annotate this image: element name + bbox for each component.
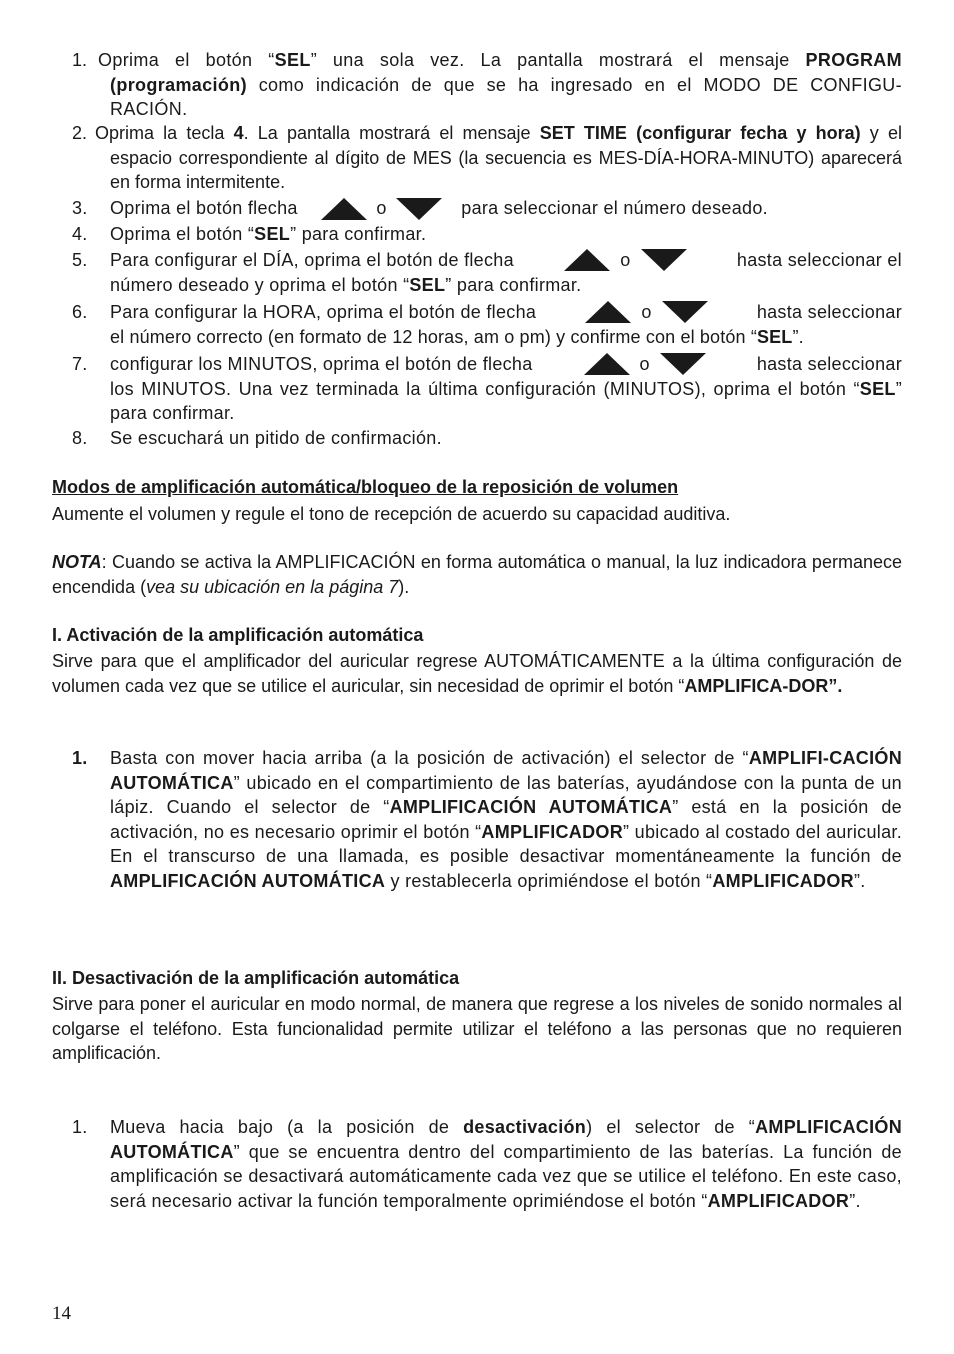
bold-run: SET TIME (configurar fecha y hora)	[539, 123, 861, 143]
bold-run: 4	[233, 123, 244, 143]
bold-run: AMPLIFI-CACIÓN AUTOMÁTICA	[110, 748, 902, 793]
text-run: Oprima el botón “	[98, 50, 275, 70]
text-run: o	[641, 302, 652, 322]
step-number: 1.	[72, 748, 88, 768]
bold-run: AMPLIFICACIÓN AUTOMÁTICA	[110, 870, 386, 891]
text-run: los MINUTOS. Una vez terminada la última configuración (MINUTOS), oprima el botón “	[110, 378, 860, 399]
arrow-up-icon	[584, 353, 630, 375]
bold-run: AMPLIFICADOR	[707, 1190, 850, 1211]
step-text	[110, 1115, 902, 1213]
step-text	[98, 48, 902, 122]
step-number: 5.	[72, 250, 88, 270]
text-run: Para configurar la HORA, oprima el botón de flecha	[110, 302, 537, 322]
text-run: hasta seleccionar	[756, 354, 902, 374]
bold-run: AMPLIFICA-DOR”.	[684, 675, 843, 696]
section-body: Sirve para poner el auricular en modo normal, de manera que regrese a los niveles de sonido normales al colgarse el teléfono. Esta funcionalidad permite utilizar el teléfono a las personas que no requieren amplificación.	[52, 994, 902, 1063]
bold-run: SEL	[254, 224, 291, 244]
step-text	[95, 121, 902, 195]
text-run: ” para confirmar.	[110, 378, 902, 423]
text-run: y el espacio correspondiente al dígito de MES (la secuencia es MES-DÍA-HORA-MINUTO) aparecerá en forma intermitente.	[110, 123, 902, 192]
text-run: número deseado y oprima el botón “	[110, 274, 410, 295]
text-run: hasta seleccionar el	[736, 250, 902, 270]
arrow-up-icon	[321, 198, 367, 220]
text-run: como indicación de que se ha ingresado en el MODO DE CONFIGU-RACIÓN.	[110, 74, 902, 119]
arrow-up-icon	[564, 249, 610, 271]
text-run: ) el selector de “	[586, 1117, 756, 1137]
section-heading: II. Desactivación de la amplificación automática	[52, 968, 460, 988]
step-number: 1.	[72, 50, 88, 70]
step-number: 7.	[72, 354, 88, 374]
text-run: o	[639, 354, 650, 374]
step-number: 1.	[72, 1117, 88, 1137]
text-run: Oprima el botón “	[110, 224, 255, 244]
section-body: Aumente el volumen y regule el tono de recepción de acuerdo su capacidad auditiva.	[52, 504, 731, 524]
text-run: ” ubicado al costado del auricular. En el transcurso de una llamada, es posible desactivar momentáneamente la función de	[110, 821, 902, 866]
text-run: ” ubicado en el compartimiento de las baterías, ayudándose con la punta de un lápiz. Cuando el selector de “	[110, 772, 902, 817]
text-run: el número correcto (en formato de 12 horas, am o pm) y confirme con el botón “	[110, 326, 757, 347]
text-run: Mueva hacia bajo (a la posición de	[110, 1117, 464, 1137]
text-run: configurar los MINUTOS, oprima el botón de flecha	[110, 354, 533, 374]
step-text	[110, 196, 902, 221]
text-run: ” para confirmar.	[445, 274, 582, 295]
note-label: NOTA	[52, 552, 102, 572]
section-body	[52, 649, 902, 698]
bold-run: desactivación	[463, 1117, 587, 1137]
text-run: o	[376, 198, 387, 218]
arrow-down-icon	[660, 353, 706, 375]
italic-run: vea su ubicación en la página 7	[146, 576, 399, 597]
text-run: Para configurar el DÍA, oprima el botón de flecha	[110, 250, 514, 270]
text-run: y restablecerla oprimiéndose el botón “	[385, 870, 713, 891]
bold-run: AMPLIFICADOR	[712, 870, 854, 891]
step-text	[110, 746, 902, 893]
bold-run: SEL	[859, 378, 896, 399]
bold-run: SEL	[274, 50, 311, 70]
arrow-down-icon	[662, 301, 708, 323]
text-run: ”.	[792, 326, 804, 347]
step-number: 2.	[72, 123, 88, 143]
bold-run: SEL	[409, 274, 446, 295]
arrow-down-icon	[641, 249, 687, 271]
arrow-down-icon	[396, 198, 442, 220]
step-text	[110, 352, 902, 426]
page-number: 14	[52, 1303, 71, 1324]
section-heading: Modos de amplificación automática/bloqueo de la reposición de volumen	[52, 477, 679, 497]
text-run: ”.	[853, 870, 866, 891]
text-run: ” que se encuentra dentro del compartimiento de las baterías. La función de amplificación se desactivará automáticamente cada vez que se utilice el teléfono. En este caso, será necesario activar la función temporalmente oprimiéndose el botón “	[110, 1141, 902, 1211]
note-paragraph	[52, 550, 902, 599]
bold-run: AMPLIFICADOR	[481, 821, 624, 842]
text-run: ).	[398, 576, 410, 597]
text-run: . La pantalla mostrará el mensaje	[243, 123, 540, 143]
step-number: 3.	[72, 198, 88, 218]
bold-run: PROGRAM (programación)	[110, 50, 902, 95]
arrow-up-icon	[585, 301, 631, 323]
step-text	[110, 300, 902, 349]
text-run: Basta con mover hacia arriba (a la posición de activación) el selector de “	[110, 748, 749, 768]
bold-run: SEL	[757, 326, 793, 347]
text-run: ” una sola vez. La pantalla mostrará el mensaje	[310, 50, 806, 70]
text-run: o	[620, 250, 631, 270]
step-number: 6.	[72, 302, 88, 322]
text-run: hasta seleccionar	[756, 302, 902, 322]
section-heading: I. Activación de la amplificación automática	[52, 625, 424, 645]
text-run: Oprima el botón flecha	[110, 198, 298, 218]
text-run: ” para confirmar.	[290, 224, 427, 244]
text-run: para seleccionar el número deseado.	[461, 198, 768, 218]
step-number: 4.	[72, 224, 88, 244]
text-run: : Cuando se activa la AMPLIFICACIÓN en forma automática o manual, la luz indicadora permanece encendida (	[52, 552, 902, 597]
step-text	[110, 248, 902, 297]
text-run: Oprima la tecla	[95, 123, 234, 143]
bold-run: AMPLIFICACIÓN AUTOMÁTICA	[110, 1117, 902, 1162]
step-number: 8.	[72, 428, 88, 448]
text-run: ” está en la posición de activación, no es necesario oprimir el botón “	[110, 797, 902, 842]
text-run: ”.	[849, 1190, 861, 1211]
bold-run: AMPLIFICACIÓN AUTOMÁTICA	[389, 797, 673, 817]
step-text	[110, 222, 902, 247]
step-text: Se escuchará un pitido de confirmación.	[110, 428, 442, 448]
text-run: Sirve para que el amplificador del auricular regrese AUTOMÁTICAMENTE a la última configuración de volumen cada vez que se utilice el auricular, sin necesidad de oprimir el botón “	[52, 651, 902, 696]
